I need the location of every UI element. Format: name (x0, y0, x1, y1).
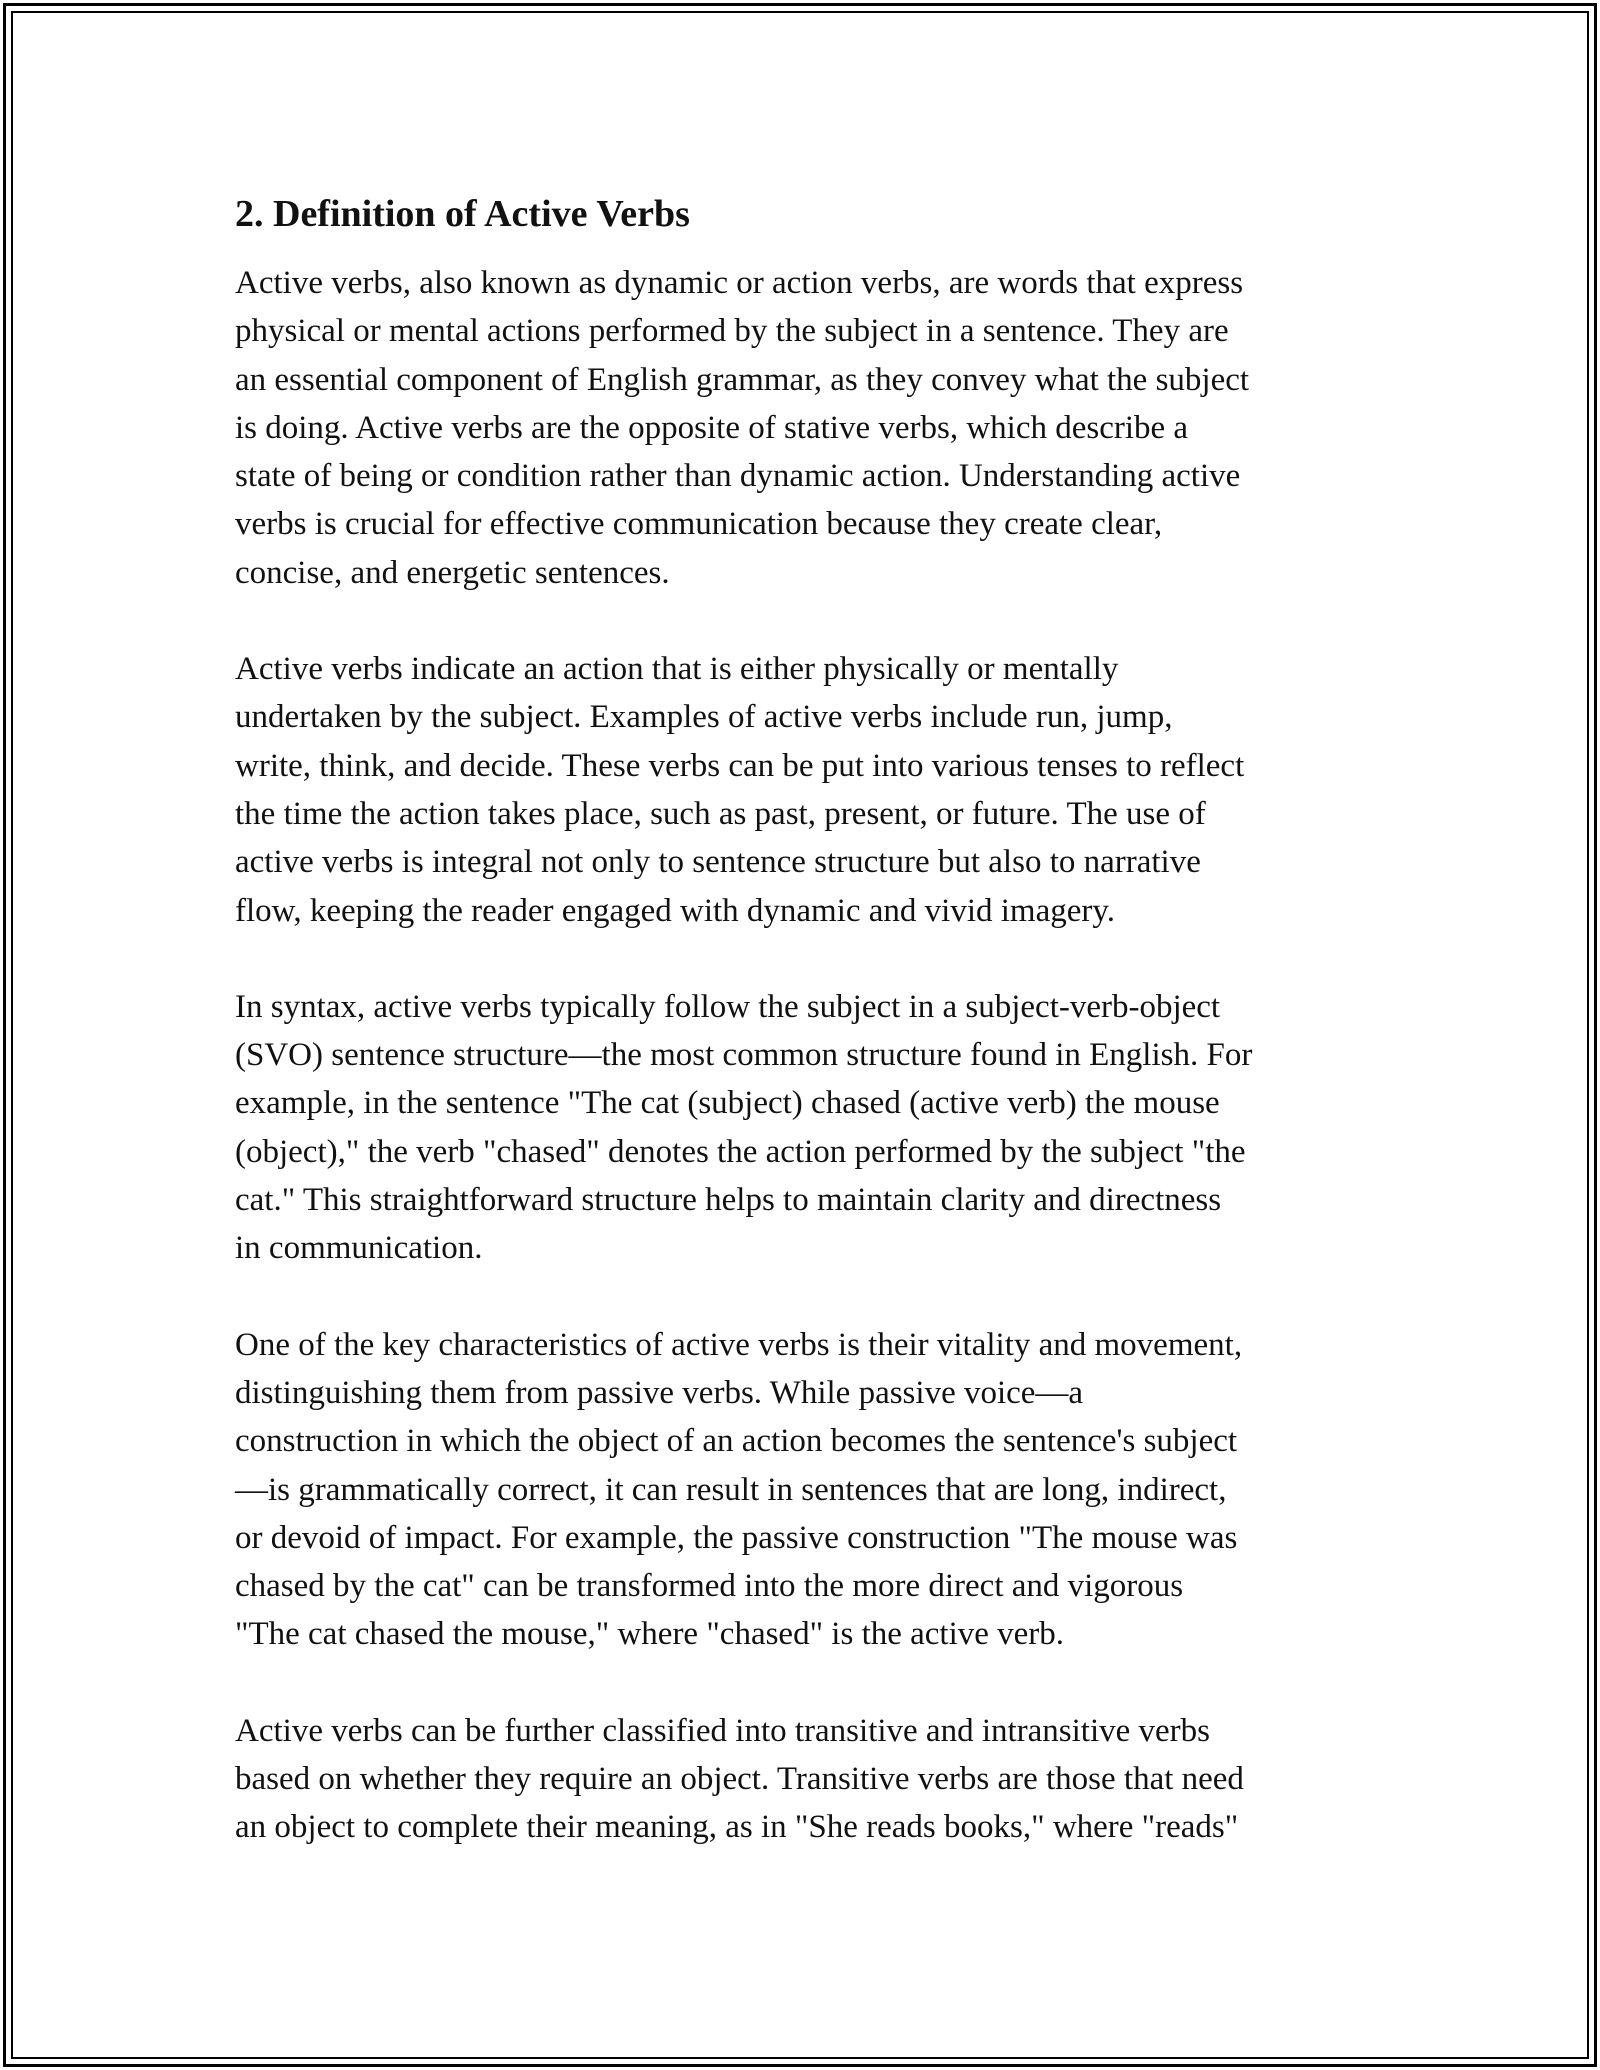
paragraph-line: verbs is crucial for effective communication because they create clear, (235, 506, 1163, 543)
section-heading: 2. Definition of Active Verbs (235, 193, 690, 235)
paragraph-line: example, in the sentence "The cat (subject) chased (active verb) the mouse (235, 1085, 1220, 1122)
paragraph-spacer (235, 1659, 1395, 1707)
paragraph-passive-voice (235, 1321, 1395, 1659)
paragraph-line: —is grammatically correct, it can result in sentences that are long, indirect, (235, 1471, 1227, 1508)
paragraph-line: construction in which the object of an action becomes the sentence's subject (235, 1423, 1238, 1460)
paragraph-line: Active verbs can be further classified into transitive and intransitive verbs (235, 1712, 1211, 1749)
paragraph-line: an object to complete their meaning, as in "She reads books," where "reads" (235, 1809, 1239, 1846)
paragraph-transitive (235, 1707, 1395, 1852)
paragraph-line: (object)," the verb "chased" denotes the action performed by the subject "the (235, 1133, 1246, 1170)
paragraph-line: write, think, and decide. These verbs can be put into various tenses to reflect (235, 747, 1245, 784)
paragraph-line: physical or mental actions performed by the subject in a sentence. They are (235, 313, 1229, 350)
paragraph-line: in communication. (235, 1230, 483, 1267)
paragraph-line: Active verbs indicate an action that is either physically or mentally (235, 651, 1119, 688)
paragraph-line: "The cat chased the mouse," where "chased" is the active verb. (235, 1616, 1065, 1653)
heading-spacer (235, 243, 1395, 259)
paragraph-syntax (235, 983, 1395, 1273)
paragraph-examples (235, 645, 1395, 935)
document-body (235, 185, 1395, 1852)
paragraph-line: state of being or condition rather than dynamic action. Understanding active (235, 458, 1241, 495)
paragraph-line: distinguishing them from passive verbs. While passive voice—a (235, 1374, 1084, 1411)
paragraph-line: cat." This straightforward structure helps to maintain clarity and directness (235, 1182, 1222, 1219)
paragraph-line: (SVO) sentence structure—the most common structure found in English. For (235, 1037, 1253, 1074)
paragraph-definition (235, 259, 1395, 597)
paragraph-line: based on whether they require an object. Transitive verbs are those that need (235, 1761, 1244, 1798)
paragraph-line: is doing. Active verbs are the opposite of stative verbs, which describe a (235, 409, 1189, 446)
paragraph-line: In syntax, active verbs typically follow the subject in a subject-verb-object (235, 988, 1221, 1025)
paragraph-line: flow, keeping the reader engaged with dynamic and vivid imagery. (235, 892, 1115, 929)
paragraph-line: an essential component of English grammar, as they convey what the subject (235, 361, 1250, 398)
paragraph-line: the time the action takes place, such as past, present, or future. The use of (235, 795, 1206, 832)
paragraph-spacer (235, 1273, 1395, 1321)
paragraph-spacer (235, 597, 1395, 645)
paragraph-line: active verbs is integral not only to sentence structure but also to narrative (235, 844, 1201, 881)
paragraph-line: One of the key characteristics of active verbs is their vitality and movement, (235, 1326, 1243, 1363)
paragraph-line: Active verbs, also known as dynamic or action verbs, are words that express (235, 265, 1244, 301)
paragraph-line: or devoid of impact. For example, the passive construction "The mouse was (235, 1519, 1238, 1556)
paragraph-line: concise, and energetic sentences. (235, 554, 670, 591)
paragraph-line: chased by the cat" can be transformed into the more direct and vigorous (235, 1568, 1184, 1605)
paragraph-spacer (235, 935, 1395, 983)
paragraph-line: undertaken by the subject. Examples of active verbs include run, jump, (235, 699, 1173, 736)
